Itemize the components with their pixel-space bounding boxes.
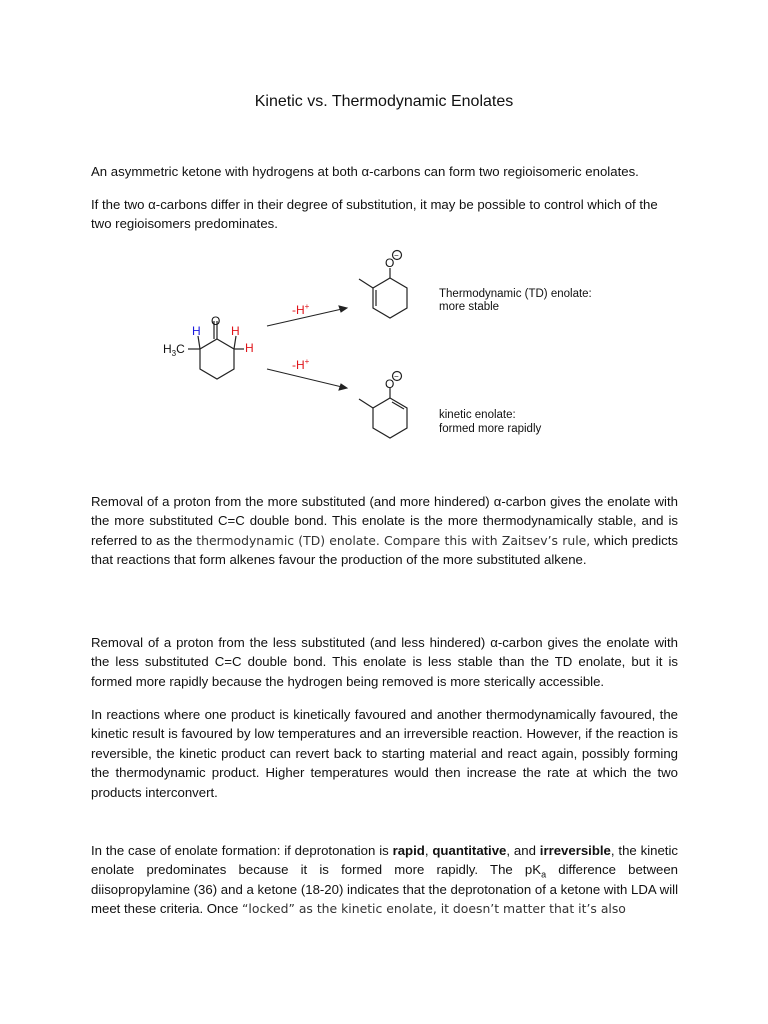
td-methyl — [359, 279, 373, 288]
p6-text-soft: “locked” as the kinetic enolate, it doesn’t matter that it’s also — [242, 901, 626, 917]
paragraph-kinetic-enolate: Removal of a proton from the less substituted (and less hindered) α-carbon gives the enolate with the less substituted C=C double bond. This enolate is less stable than the TD enolate, but it is formed more rapidly because the hydrogen being removed is more sterically accessible. — [91, 635, 678, 689]
paragraph-td-enolate — [91, 492, 678, 570]
td-label-1: Thermodynamic (TD) enolate: — [439, 288, 592, 300]
paragraph-regioisomers: If the two α-carbons differ in their degree of substitution, it may be possible to control which of the two regioisomers predominates. — [91, 197, 658, 232]
kinetic-oxygen: O — [385, 377, 395, 391]
kinetic-enolate-structure — [359, 372, 407, 439]
p3-text-soft: thermodynamic (TD) enolate. Compare this with Zaitsev’s rule, — [196, 532, 591, 548]
p6-text-4: , the kinetic enolate predominates because it is formed more rapidly. The pK — [91, 843, 678, 878]
ketone-h-right: H — [245, 341, 254, 355]
reagent-top: -H+ — [292, 302, 310, 317]
methyl-label: $H_3C$ — [163, 342, 185, 358]
page-title: Kinetic vs. Thermodynamic Enolates — [254, 93, 514, 110]
paragraph-enolate-formation — [91, 841, 678, 919]
ketone-h-left: H — [192, 324, 201, 338]
td-oxygen: O — [385, 256, 395, 270]
td-enolate-structure — [359, 251, 407, 319]
p6-bold-irreversible: irreversible — [539, 843, 611, 858]
p6-subscript: a — [541, 870, 547, 881]
arrow-head-kinetic — [339, 384, 347, 390]
kinetic-ring — [373, 398, 407, 438]
kinetic-methyl — [359, 399, 373, 408]
kinetic-label-1: kinetic enolate: — [439, 409, 516, 421]
reaction-scheme — [0, 248, 768, 448]
td-ring — [373, 278, 407, 318]
kinetic-label-2: formed more rapidly — [439, 423, 542, 435]
ketone-h-right-top: H — [231, 324, 240, 338]
reaction-arrows — [267, 306, 347, 390]
paragraph-conditions: In reactions where one product is kinetically favoured and another thermodynamically favoured, the kinetic result is favoured by low temperatures and an irreversible reaction. However, if the reaction is reversible, the kinetic product can revert back to starting material and react again, possibly forming the thermodynamic product. Higher temperatures would then increase the rate at which the two products interconvert. — [91, 707, 678, 800]
p6-bold-rapid: rapid — [392, 843, 425, 858]
p6-text-1: In the case of enolate formation: if deprotonation is — [91, 843, 393, 858]
p6-text-2: , — [424, 843, 433, 858]
kinetic-charge: − — [394, 372, 399, 381]
td-charge: − — [394, 251, 399, 260]
arrow-head-td — [339, 306, 347, 312]
p3-text-c: which predicts that reactions that form alkenes favour the production of the more substituted alkene. — [91, 532, 678, 568]
paragraph-intro: An asymmetric ketone with hydrogens at both α-carbons can form two regioisomeric enolates. — [91, 164, 639, 179]
ketone-oxygen: O — [211, 314, 221, 328]
reagent-bottom: -H+ — [292, 357, 310, 372]
p6-text-5: difference between diisopropylamine (36) and a ketone (18-20) indicates that the deprotonation of a ketone with LDA will meet these criteria. Once — [91, 862, 678, 917]
td-label-2: more stable — [439, 301, 500, 313]
p6-bold-quantitative: quantitative — [432, 843, 507, 858]
ketone-ring — [200, 339, 234, 379]
p6-text-3: , and — [506, 843, 540, 858]
p3-text-a: Removal of a proton from the more substituted (and more hindered) α-carbon gives the enolate with the more substituted C=C double bond. This enolate is the more thermodynamically stable, and is referred to as the — [91, 494, 678, 548]
